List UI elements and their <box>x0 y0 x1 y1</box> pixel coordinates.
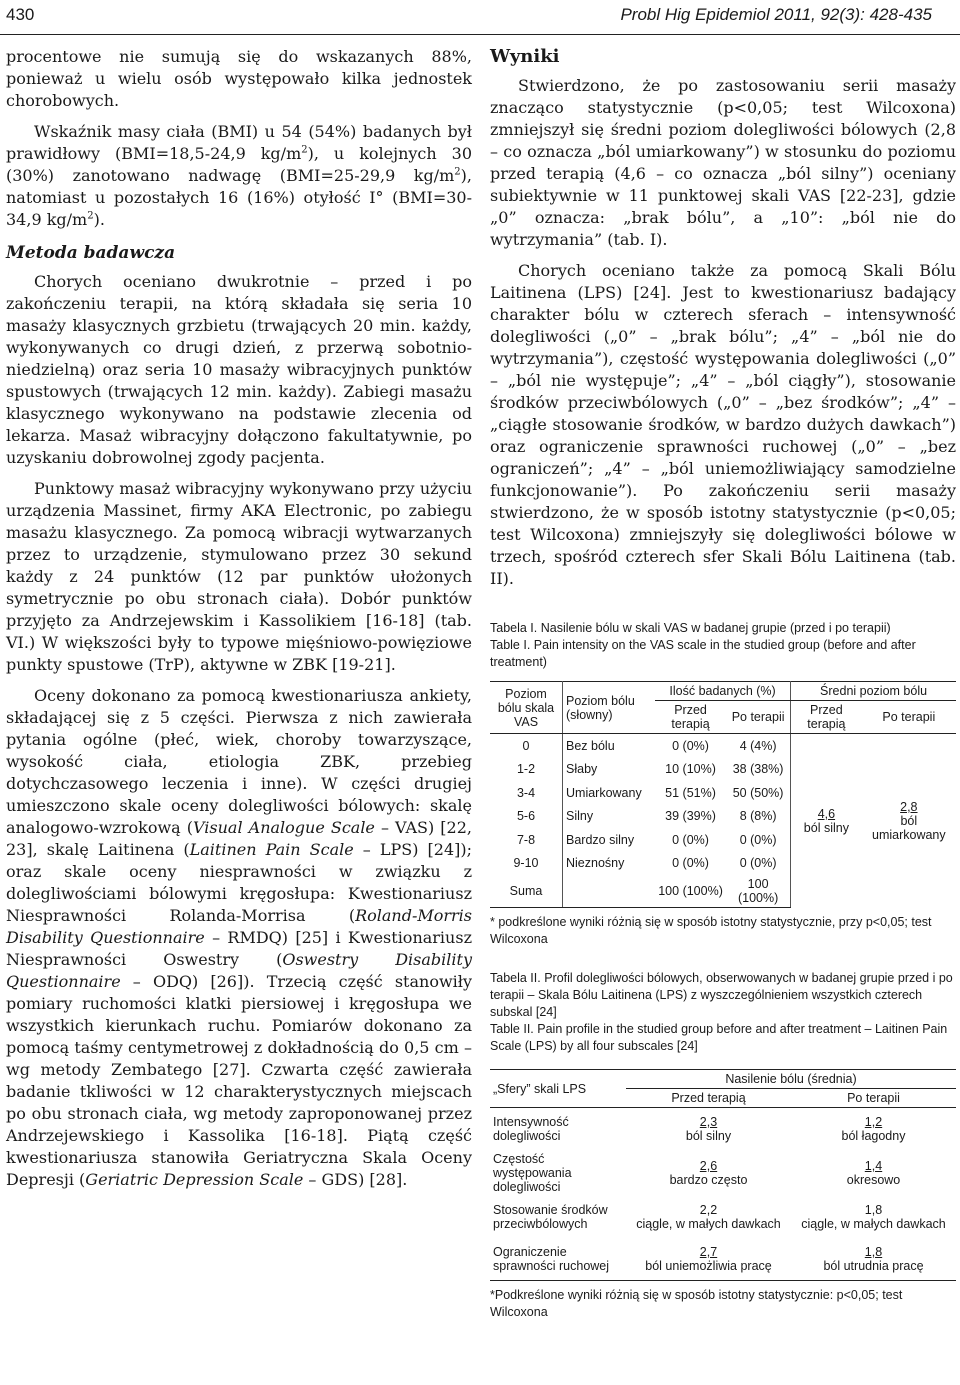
paragraph-method-1: Chorych oceniano dwukrotnie – przed i po zakończeniu terapii, na którą składała się seria 10 masaży klasycznych grzbietu (trwających 20 min. każdy, wykonywanych co drugi dzień, z przerwą sobotnio-niedzielną) oraz seria 10 masaży wibracyjnych punktów spustowych (trwających 12 min. każdy). Zabiegi masażu klasycznego wykonywano na podstawie zlecenia od lekarza. Masaż wibracyjny dołączono fakultatywnie, po uzyskaniu dobrowolnej zgody pacjenta. <box>6 272 472 467</box>
th-lps-before: Przed terapią <box>626 1089 791 1108</box>
th-verbal: Poziom bólu (słowny) <box>563 682 656 734</box>
th-count-after: Po terapii <box>726 701 791 734</box>
table-row: 9-10 Nieznośny 0 (0%) 0 (0%) <box>490 852 956 876</box>
right-column <box>490 46 956 1321</box>
avg-before-cell: 4,6 ból silny <box>803 806 849 835</box>
table2-caption-en: Table II. Pain profile in the studied group before and after treatment – Laitinen Pain Scale (LPS) by all four subscales [24] <box>490 1022 948 1053</box>
table-row: Intensywność dolegliwości 2,3 ból silny 1,2 ból łagodny <box>493 1115 906 1143</box>
th-avg-after: Po terapii <box>862 701 956 734</box>
paragraph-method-3: Oceny dokonano za pomocą kwestionariusza ankiety, składającej się z 5 części. Pierwsza z nich zawierała pytania ogólne (płeć, wiek, choroby towarzyszące, wysokość ciała, etiologia ZBK, przebieg dotychczasowego leczenia i inne). W części drugiej umieszczono skale oceny dolegliwości bólowych: skalę analogowo-wzrokową (Visual Analogue Scale – VAS) [22, 23], skalę Laitinena (Laitinen Pain Scale – LPS) [24]); oraz skale oceny niesprawności w związku z dolegliwościami bólowymi kręgosłupa: Kwestionariusz Niesprawności Rolanda-Morrisa (Roland-Morris Disability Questionnaire – RMDQ) [25] i Kwestionariusz Niesprawności Oswestry (Oswestry Disability Questionnaire – ODQ) [26]). Trzecią część stanowiły pomiary ruchomości klatki piersiowej i kręgosłupa we wszystkich kierunkach ruchu. Pomiarów dokonano za pomocą taśmy centymetrowej z dokładnością do 0,5 cm – wg metody Zembatego [27]. Czwarta część zawierała badanie tkliwości w 12 charakterystycznych miejscach po obu stronach ciała, wg metody zaproponowanej przez Andrzejewskiego i Kassolika [16-18]. Piątą część kwestionariusza stanowiła Geriatryczna Skala Oceny Depresji (Geriatric Depression Scale – GDS) [28]. <box>6 686 473 1189</box>
table-row: 0 Bez bólu 0 (0%) 4 (4%) 4,6 ból silny 2,8 ból umiarkowany <box>490 734 956 758</box>
table2-footnote: *Podkreślone wyniki różnią się w sposób istotny statystycznie: p<0,05; test Wilcoxona <box>490 1288 903 1319</box>
section-title-method: Metoda badawcza <box>6 243 176 263</box>
table-row: Częstość występowania dolegliwości 2,6 bardzo często 1,4 okresowo <box>493 1152 901 1194</box>
table-row: 3-4 Umiarkowany 51 (51%) 50 (50%) <box>490 781 956 805</box>
table-row: Suma 100 (100%) 100 (100%) <box>490 875 956 908</box>
table1-footnote: * podkreślone wyniki różnią się w sposób istotny statystycznie, przy p<0,05; test Wilcoxona <box>490 915 932 946</box>
th-avg: Średni poziom bólu <box>791 682 956 701</box>
running-header <box>0 0 960 35</box>
journal-citation: Probl Hig Epidemiol 2011, 92(3): 428-435 <box>620 5 932 24</box>
table1-caption-pl: Tabela I. Nasilenie bólu w skali VAS w badanej grupie (przed i po terapii) <box>490 621 891 635</box>
page-number: 430 <box>6 5 35 24</box>
th-count-before: Przed terapią <box>655 701 726 734</box>
th-lps-after: Po terapii <box>791 1089 956 1108</box>
table-lps <box>490 1069 956 1281</box>
th-avg-before: Przed terapią <box>791 701 862 734</box>
th-count: Ilość badanych (%) <box>655 682 791 701</box>
paragraph-method-2: Punktowy masaż wibracyjny wykonywano przy użyciu urządzenia Massinet, firmy AKA Electronic, po zabiegu masażu klasycznego. Za pomocą wibracji wytwarzanych przez to urządzenie, stymulowano przez 30 sekund każdy z 24 punktów (12 par punktów ułożonych symetrycznie po obu stronach ciała). Dobór punktów przyjęto za Andrzejewskim i Kassolikiem [16-18] (tab. VI.) W większości były to typowe mięśniowo-powięziowe punkty spustowe (TrP), aktywne w ZBK [19-21]. <box>6 479 472 674</box>
table-row: 7-8 Bardzo silny 0 (0%) 0 (0%) <box>490 828 956 852</box>
paragraph-bmi: Wskaźnik masy ciała (BMI) u 54 (54%) badanych był prawidłowy (BMI=18,5-24,9 $kg/m^2$), u kolejnych 30 (30%) zanotowano nadwagę (BMI=25-29,9 $kg/m^2$), natomiast u pozostałych 16 (16%) otyłość I° (BMI=30-34,9 $kg/m^2$). <box>6 122 473 229</box>
table2-caption-pl: Tabela II. Profil dolegliwości bólowych, obserwowanych w badanej grupie przed i po terapii – Skala Bólu Laitinena (LPS) z wyszczególnieniem wszystkich czterech subskal [24] <box>490 971 953 1019</box>
table-row: 5-6 Silny 39 (39%) 8 (8%) <box>490 805 956 829</box>
paragraph-comorbidity: procentowe nie sumują się do wskazanych 88%, ponieważ u wielu osób występowało kilka jednostek chorobowych. <box>6 47 472 110</box>
avg-after-cell: 2,8 ból umiarkowany <box>872 799 946 842</box>
table1-caption-en: Table I. Pain intensity on the VAS scale in the studied group (before and after treatment) <box>490 638 916 669</box>
th-sphere: „Sfery” skali LPS <box>490 1070 626 1108</box>
table-row: 1-2 Słaby 10 (10%) 38 (38%) <box>490 758 956 782</box>
th-vas-level: Poziom bólu skala VAS <box>490 682 563 734</box>
section-title-results: Wyniki <box>490 46 560 67</box>
left-column <box>6 46 472 1191</box>
table-row: Ograniczenie sprawności ruchowej 2,7 ból uniemożliwia pracę 1,8 ból utrudnia pracę <box>490 1238 956 1281</box>
th-intensity: Nasilenie bólu (średnia) <box>626 1070 956 1089</box>
paragraph-results-2: Chorych oceniano także za pomocą Skali Bólu Laitinena (LPS) [24]. Jest to kwestionariusz badający charakter bólu w czterech sferach – intensywność dolegliwości („0” – „brak bólu”; „4” – „ból nie do wytrzymania”), częstość występowania dolegliwości („0” – „ból nie występuje”; „4” – „ból ciągły”), stosowanie środków przeciwbólowych („0” – „bez środków”; „4” – „ciągłe stosowanie środków, w bardzo dużych dawkach”) oraz ograniczenie sprawności ruchowej („0” – „bez ograniczeń”; „4” – „ból uniemożliwiający samodzielne funkcjonowanie”). Po zakończeniu serii masaży stwierdzono, że w sposób istotny statystycznie (p<0,05; test Wilcoxona) zmniejszyły się dolegliwości bólowe w trzech, spośród czterech sfer Skali Bólu Laitinena (tab. II). <box>490 261 956 588</box>
paragraph-results-1: Stwierdzono, że po zastosowaniu serii masaży znacząco statystycznie (p<0,05; test Wilcoxona) zmniejszył się średni poziom dolegliwości bólowych (2,8 – co oznacza „ból umiarkowany”) w stosunku do poziomu przed terapią (4,6 – co oznacza „ból silny”) oceniany subiektywnie w 11 punktowej skali VAS [22-23], gdzie „0” oznacza: „brak bólu”, a „10”: „ból nie do wytrzymania” (tab. I). <box>490 76 956 249</box>
table-vas <box>490 681 956 908</box>
table-row: Stosowanie środków przeciwbólowych 2,2 ciągle, w małych dawkach 1,8 ciągle, w małych dawkach <box>493 1203 946 1231</box>
